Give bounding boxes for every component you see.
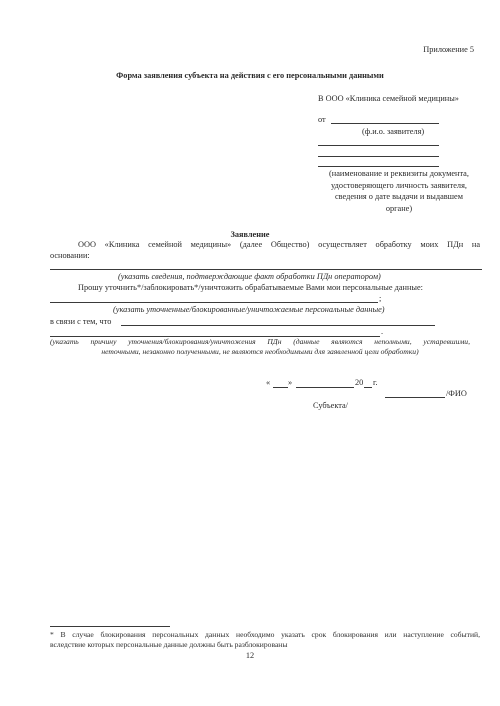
statement-intro-line1: ООО «Клиника семейной медицины» (далее Общество) осуществляет обработку моих ПДн на: [78, 240, 480, 249]
basis-line: [50, 269, 482, 270]
statement-intro-line2: основании:: [50, 251, 90, 260]
document-caption-line: удостоверяющего личность заявителя,: [331, 180, 467, 190]
recipient-from-prefix: от: [318, 115, 326, 124]
date-close-quote: »: [288, 378, 293, 387]
hint-reason-line2: неточными, незаконно полученными, не являются необходимыми для заявленной цели обработки): [101, 347, 419, 356]
request-line: Прошу уточнить*/заблокировать*/уничтожить обрабатываемые Вами мои персональные данные:: [78, 283, 423, 292]
date-year-line: [364, 387, 372, 388]
data-line-semicolon: ;: [379, 294, 382, 303]
document-caption: [318, 168, 480, 214]
signature-fio-label: /ФИО: [446, 389, 467, 398]
page-number: 12: [245, 651, 255, 660]
document-line-1: [318, 145, 439, 146]
footnote-line1: * В случае блокирования персональных данных необходимо указать срок блокирования или наступление событий,: [50, 630, 480, 639]
footnote-separator: [50, 626, 170, 627]
signature-subject-label: Субъекта/: [313, 401, 348, 410]
date-year-suffix: г.: [373, 378, 378, 387]
document-line-2: [318, 156, 439, 157]
statement-heading: Заявление: [230, 230, 270, 239]
applicant-name-line: [331, 123, 439, 124]
hint-basis: (указать сведения, подтверждающие факт обработки ПДн оператором): [118, 272, 381, 281]
hint-reason-line1: (указать причину уточнения/блокирования/уничтожения ПДн (данные являются неполными, устаревшими,: [50, 337, 470, 346]
data-line: [50, 302, 378, 303]
date-open-quote: «: [266, 378, 271, 387]
signature-line: [385, 397, 445, 398]
reason-line-1: [121, 325, 435, 326]
form-title: Форма заявления субъекта на действия с его персональными данными: [116, 71, 384, 80]
date-year-prefix: 20: [355, 378, 364, 387]
document-caption-line: сведения о дате выдачи и выдавшем: [335, 192, 463, 201]
hint-data: (указать уточненные/блокированные/уничтожаемые персональные данные): [113, 305, 385, 314]
recipient-to-line: В ООО «Клиника семейной медицины»: [318, 94, 459, 103]
document-line-3: [318, 166, 439, 167]
document-caption-line: органе): [385, 203, 413, 213]
date-month-line: [296, 387, 354, 388]
applicant-fio-caption: (ф.и.о. заявителя): [362, 127, 425, 136]
date-day-line: [273, 387, 288, 388]
reason-line-period: .: [381, 327, 384, 336]
appendix-label: Приложение 5: [423, 45, 474, 54]
reason-prefix: в связи с тем, что: [50, 317, 112, 326]
footnote-line2: вследствие которых персональные данные должны быть разблокированы: [50, 640, 288, 649]
document-caption-line: (наименование и реквизиты документа,: [329, 169, 469, 178]
